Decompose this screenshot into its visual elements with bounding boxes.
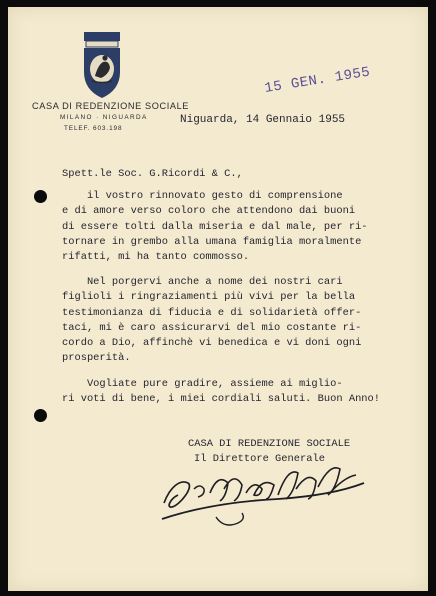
letter-page [8,7,428,591]
crest-logo [80,32,124,102]
paragraph-3: Vogliate pure gradire, assieme ai miglio- ri voti di bene, i miei cordiali saluti. Buon Anno! [62,378,381,406]
closing-title: Il Direttore Generale [194,453,325,465]
handwritten-signature [158,459,373,539]
place-date: Niguarda, 14 Gennaio 1955 [180,114,346,126]
closing-organization: CASA DI REDENZIONE SOCIALE [188,438,351,450]
received-date-stamp: 15 GEN. 1955 [263,64,372,97]
letterhead-telephone: TELEF. 603.198 [64,125,123,132]
letterhead-city: MILANO · NIGUARDA [60,114,148,121]
paragraph-2: Nel porgervi anche a nome dei nostri cari figlioli i ringraziamenti più vivi per la bella testimonianza di fiducia e di solidarietà offer- taci, mi è caro assicurarvi del mio costante ri- cordo a Dio, affinchè vi benedica e vi doni ogni prosperità. [62,276,362,365]
punch-hole [34,409,47,422]
punch-hole [34,190,47,203]
letterhead-organization: CASA DI REDENZIONE SOCIALE [32,101,190,111]
recipient: Spett.le Soc. G.Ricordi & C., [62,168,243,180]
paragraph-1: il vostro rinnovato gesto di comprensione e di amore verso coloro che attendono dai buoni di essere tolti dalla miseria e dal male, per ri- tornare in grembo alla umana famiglia moralmente rifatti, mi ha tanto commosso. [62,190,368,264]
